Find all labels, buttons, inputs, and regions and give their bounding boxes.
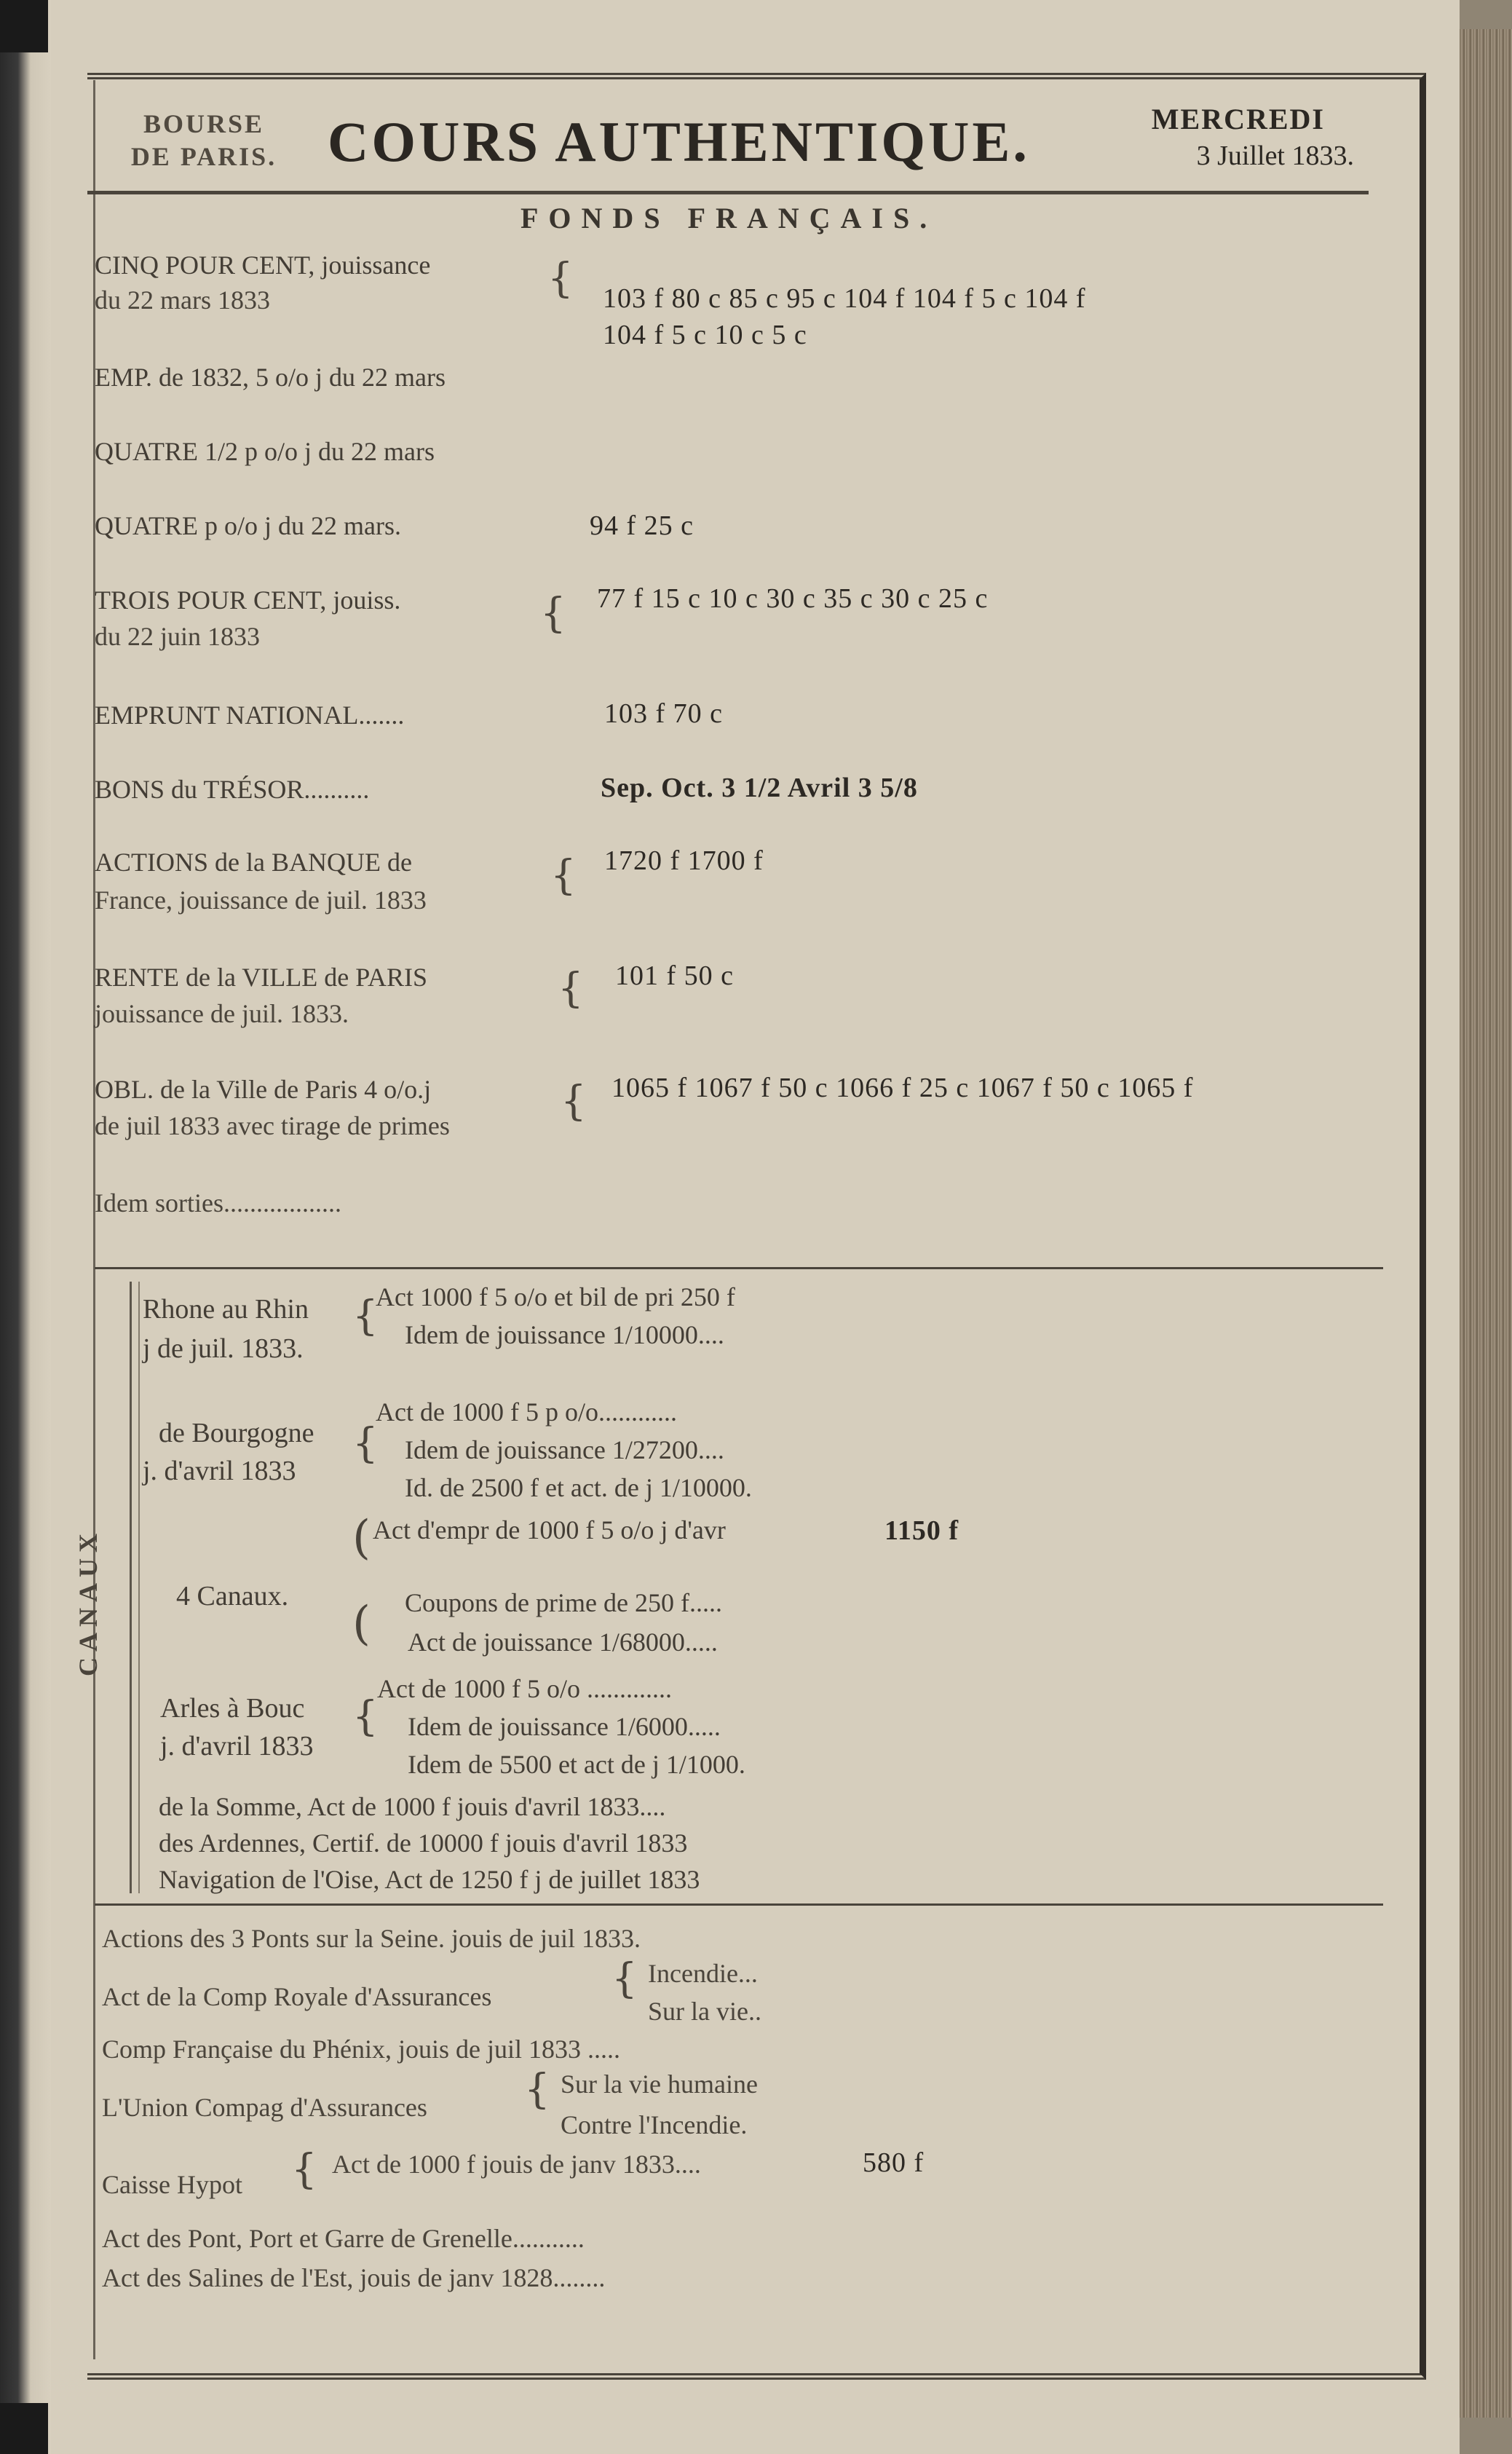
- rhone-label-line1: Rhone au Rhin: [143, 1294, 309, 1325]
- rente-paris-brace: {: [558, 965, 584, 1012]
- caisse-hypot-label: Caisse Hypot: [102, 2170, 242, 2199]
- cinq-label-line2: du 22 mars 1833: [95, 285, 270, 315]
- union-incendie: Contre l'Incendie.: [561, 2110, 748, 2139]
- actions-banque-label-line1: ACTIONS de la BANQUE de: [95, 848, 412, 877]
- bons-values: Sep. Oct. 3 1/2 Avril 3 5/8: [601, 773, 918, 803]
- emprunt-label: EMPRUNT NATIONAL.......: [95, 701, 405, 730]
- quatre-canaux-brace-bottom: (: [352, 1597, 371, 1651]
- emp-1832-label: EMP. de 1832, 5 o/o j du 22 mars: [95, 363, 446, 392]
- royale-label: Act de la Comp Royale d'Assurances: [102, 1982, 492, 2011]
- obl-paris-values: 1065 f 1067 f 50 c 1066 f 25 c 1067 f 50 c 1065 f: [611, 1073, 1194, 1103]
- fonds-end-rule: [95, 1267, 1383, 1269]
- ardennes-row: des Ardennes, Certif. de 10000 f jouis d'avril 1833: [159, 1828, 688, 1858]
- actions-banque-values: 1720 f 1700 f: [604, 845, 764, 876]
- canaux-bracket-inner: [138, 1282, 140, 1893]
- trois-label-line1: TROIS POUR CENT, jouiss.: [95, 585, 401, 615]
- bourgogne-item-2: Idem de jouissance 1/27200....: [405, 1435, 724, 1464]
- quatre-demi-label: QUATRE 1/2 p o/o j du 22 mars: [95, 437, 435, 466]
- caisse-hypot-value: 580 f: [863, 2147, 925, 2178]
- phenix-row: Comp Française du Phénix, jouis de juil 1833 .....: [102, 2035, 620, 2064]
- header-day: MERCREDI: [1151, 103, 1325, 135]
- caisse-hypot-item: Act de 1000 f jouis de janv 1833....: [332, 2150, 701, 2179]
- royale-incendie: Incendie...: [648, 1959, 758, 1988]
- rhone-item-2: Idem de jouissance 1/10000....: [405, 1320, 724, 1349]
- bourgogne-item-1: Act de 1000 f 5 p o/o............: [376, 1397, 677, 1427]
- rente-paris-values: 101 f 50 c: [615, 960, 735, 991]
- rhone-item-1: Act 1000 f 5 o/o et bil de pri 250 f: [376, 1282, 735, 1311]
- cinq-values-line1: 103 f 80 c 85 c 95 c 104 f 104 f 5 c 104 f: [603, 283, 1086, 314]
- idem-sorties-label: Idem sorties..................: [95, 1188, 341, 1218]
- header-date: 3 Juillet 1833.: [1196, 141, 1354, 171]
- arles-item-1: Act de 1000 f 5 o/o .............: [377, 1674, 672, 1703]
- page-edge-stack: [1460, 29, 1512, 2418]
- quatre-canaux-item-1: Act d'empr de 1000 f 5 o/o j d'avr: [373, 1515, 726, 1544]
- binding-tab-top: [0, 0, 48, 52]
- rhone-brace: {: [352, 1293, 379, 1340]
- canaux-bracket-outer: [130, 1282, 132, 1893]
- binding-spine: [0, 0, 51, 2454]
- cinq-label-line1: CINQ POUR CENT, jouissance: [95, 250, 431, 280]
- union-label: L'Union Compag d'Assurances: [102, 2093, 427, 2122]
- bons-label: BONS du TRÉSOR..........: [95, 775, 370, 804]
- royale-sur-la-vie: Sur la vie..: [648, 1997, 761, 2026]
- actions-banque-label-line2: France, jouissance de juil. 1833: [95, 885, 427, 915]
- arles-label-line1: Arles à Bouc: [160, 1693, 305, 1724]
- emprunt-values: 103 f 70 c: [604, 698, 724, 729]
- bourgogne-label-line1: de Bourgogne: [159, 1418, 314, 1448]
- quatre-canaux-item-3: Act de jouissance 1/68000.....: [408, 1628, 718, 1657]
- union-vie-humaine: Sur la vie humaine: [561, 2070, 758, 2099]
- bourgogne-label-line2: j. d'avril 1833: [143, 1456, 296, 1486]
- quatre-values: 94 f 25 c: [590, 510, 694, 541]
- oise-row: Navigation de l'Oise, Act de 1250 f j de juillet 1833: [159, 1865, 700, 1894]
- ponts-row: Actions des 3 Ponts sur la Seine. jouis de juil 1833.: [102, 1924, 641, 1953]
- canaux-end-rule: [95, 1903, 1383, 1906]
- bourgogne-brace: {: [352, 1420, 379, 1467]
- quatre-canaux-brace-top: (: [352, 1511, 371, 1565]
- trois-values: 77 f 15 c 10 c 30 c 35 c 30 c 25 c: [597, 583, 989, 614]
- trois-label-line2: du 22 juin 1833: [95, 622, 261, 651]
- cinq-values-line2: 104 f 5 c 10 c 5 c: [603, 320, 807, 350]
- arles-brace: {: [352, 1693, 379, 1740]
- arles-item-3: Idem de 5500 et act de j 1/1000.: [408, 1750, 745, 1779]
- trois-brace: {: [540, 590, 566, 637]
- header-rule: [87, 191, 1369, 194]
- arles-item-2: Idem de jouissance 1/6000.....: [408, 1712, 721, 1741]
- arles-label-line2: j. d'avril 1833: [160, 1731, 314, 1761]
- grenelle-row: Act des Pont, Port et Garre de Grenelle...........: [102, 2224, 585, 2253]
- salines-row: Act des Salines de l'Est, jouis de janv 1828........: [102, 2263, 606, 2292]
- somme-row: de la Somme, Act de 1000 f jouis d'avril 1833....: [159, 1792, 666, 1821]
- bourgogne-item-3: Id. de 2500 f et act. de j 1/10000.: [405, 1473, 752, 1502]
- union-brace: {: [524, 2066, 550, 2113]
- canaux-vertical-label: CANAUX: [74, 1528, 103, 1676]
- page-title: COURS AUTHENTIQUE.: [328, 110, 1030, 173]
- obl-paris-label-line2: de juil 1833 avec tirage de primes: [95, 1111, 450, 1140]
- obl-paris-label-line1: OBL. de la Ville de Paris 4 o/o.j: [95, 1075, 432, 1104]
- section-title-fonds: FONDS FRANÇAIS.: [521, 202, 938, 234]
- binding-tab-bottom: [0, 2403, 48, 2454]
- caisse-hypot-brace: {: [291, 2146, 317, 2193]
- actions-banque-brace: {: [550, 852, 577, 899]
- quatre-label: QUATRE p o/o j du 22 mars.: [95, 511, 401, 540]
- quatre-canaux-label: 4 Canaux.: [176, 1581, 289, 1611]
- header-de-paris: DE PARIS.: [130, 142, 277, 171]
- obl-paris-brace: {: [561, 1078, 587, 1125]
- rhone-label-line2: j de juil. 1833.: [143, 1333, 304, 1364]
- rente-paris-label-line2: jouissance de juil. 1833.: [95, 999, 349, 1028]
- cinq-brace: {: [547, 255, 574, 302]
- rente-paris-label-line1: RENTE de la VILLE de PARIS: [95, 963, 427, 992]
- header-bourse: BOURSE: [143, 109, 265, 138]
- royale-brace: {: [611, 1955, 638, 2003]
- quatre-canaux-item-2: Coupons de prime de 250 f.....: [405, 1588, 722, 1617]
- quatre-canaux-value: 1150 f: [884, 1515, 959, 1546]
